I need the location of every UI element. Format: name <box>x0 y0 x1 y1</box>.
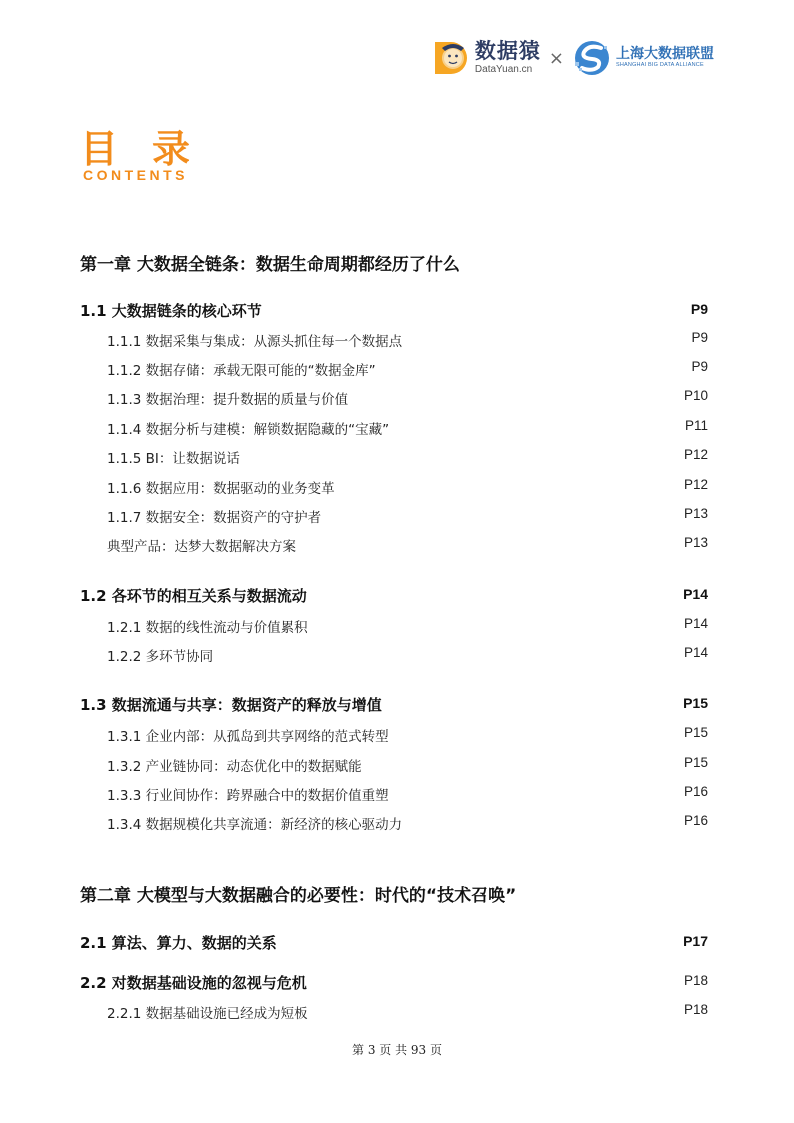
toc-entry-page: P14 <box>683 586 708 602</box>
datayuan-monkey-icon <box>431 38 471 78</box>
page-title-en: CONTENTS <box>83 167 188 183</box>
toc-entry-page: P11 <box>684 418 708 433</box>
chapter-1-title[interactable]: 第一章 大数据全链条：数据生命周期都经历了什么 <box>80 255 460 275</box>
toc-entry-page: P9 <box>691 330 708 345</box>
toc-entry-label: 1.3.1 企业内部：从孤岛到共享网络的范式转型 <box>107 729 389 745</box>
toc-entry-label: 1.3.4 数据规模化共享流通：新经济的核心驱动力 <box>107 817 403 833</box>
toc-entry-page: P18 <box>683 1002 708 1017</box>
toc-entry-page: P16 <box>683 813 708 828</box>
datayuan-domain: DataYuan.cn <box>474 64 533 75</box>
toc-entry-label: 1.1.2 数据存储：承载无限可能的“数据金库” <box>107 363 376 379</box>
toc-entry-label: 1.1.1 数据采集与集成：从源头抓住每一个数据点 <box>107 334 403 350</box>
header-logos <box>431 36 714 80</box>
toc-entry-label: 1.3.3 行业间协作：跨界融合中的数据价值重塑 <box>107 788 389 804</box>
toc-entry-page: P15 <box>683 755 708 770</box>
chapter-2-title[interactable]: 第二章 大模型与大数据融合的必要性：时代的“技术召唤” <box>80 886 517 906</box>
toc-entry-page: P15 <box>683 695 708 711</box>
page-title: 目录 <box>80 127 225 171</box>
datayuan-name: 数据猿 <box>474 39 541 63</box>
toc-entry-label: 1.2.1 数据的线性流动与价值累积 <box>107 620 308 636</box>
toc-entry-label: 1.3.2 产业链协同：动态优化中的数据赋能 <box>107 759 362 775</box>
page-number-footer: 第 3 页 共 93 页 <box>352 1043 442 1057</box>
toc-entry-page: P10 <box>683 388 708 403</box>
toc-entry-label: 1.1 大数据链条的核心环节 <box>80 302 262 320</box>
toc-entry-label: 1.2 各环节的相互关系与数据流动 <box>80 587 307 605</box>
toc-entry-page: P12 <box>683 477 708 492</box>
toc-entry-label: 2.2 对数据基础设施的忽视与危机 <box>80 974 307 992</box>
sbda-name: 上海大数据联盟 <box>616 46 714 63</box>
toc-entry-page: P14 <box>683 616 708 631</box>
toc-entry-page: P9 <box>690 301 708 317</box>
toc-entry-page: P17 <box>683 933 708 949</box>
separator: × <box>548 47 564 69</box>
toc-entry-page: P13 <box>683 506 708 521</box>
toc-entry-page: P15 <box>683 725 708 740</box>
datayuan-logo <box>431 38 541 78</box>
sbda-name-en: SHANGHAI BIG DATA ALLIANCE <box>616 62 704 69</box>
toc-entry-page: P9 <box>691 359 708 374</box>
toc-entry-label: 1.1.4 数据分析与建模：解锁数据隐藏的“宝藏” <box>107 422 390 438</box>
sbda-logo <box>572 38 714 78</box>
toc-entry-page: P14 <box>683 645 708 660</box>
toc-entry-label: 1.1.6 数据应用：数据驱动的业务变革 <box>107 481 335 497</box>
toc-entry-label: 1.1.7 数据安全：数据资产的守护者 <box>107 510 322 526</box>
toc-entry-label: 1.1.5 BI：让数据说话 <box>107 451 240 467</box>
toc-entry-label: 1.1.3 数据治理：提升数据的质量与价值 <box>107 392 349 408</box>
toc-entry-label: 1.3 数据流通与共享：数据资产的释放与增值 <box>80 696 382 714</box>
toc-entry-label: 2.1 算法、算力、数据的关系 <box>80 934 277 952</box>
toc-entry-page: P18 <box>683 973 708 988</box>
toc-entry-page: P16 <box>683 784 708 799</box>
sbda-emblem-icon <box>572 38 612 78</box>
toc-entry-page: P12 <box>683 447 708 462</box>
toc-entry-label: 1.2.2 多环节协同 <box>107 649 214 665</box>
toc-entry-label: 2.2.1 数据基础设施已经成为短板 <box>107 1006 308 1022</box>
toc-entry-label: 典型产品：达梦大数据解决方案 <box>107 539 296 555</box>
toc-entry-page: P13 <box>683 535 708 550</box>
